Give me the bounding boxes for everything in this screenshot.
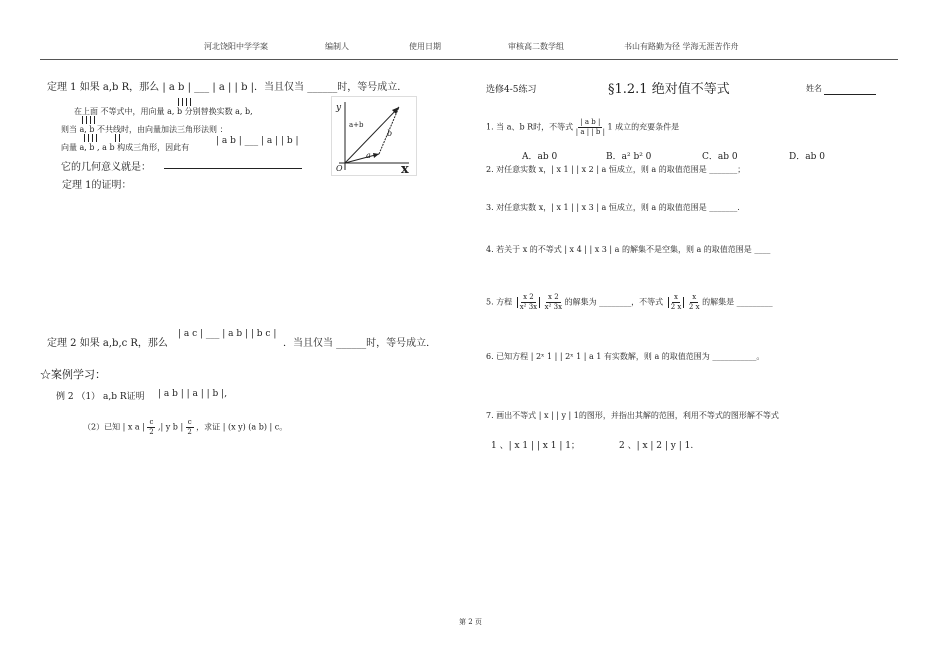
graph-y-label: y [336,103,342,113]
q5-fraction-1 [520,293,537,312]
abs-bar [668,297,669,308]
q1-stem: 1. 当 a、b R时，不等式 [486,122,574,132]
example-2-part-1: 例 2 （1） a,b R证明 [56,392,145,402]
example-2-part-1-expr: | a b | | a | | b |, [158,389,228,399]
header-school: 河北饶阳中学学案 [204,42,268,51]
course-label: 选修4-5练习 [486,85,537,95]
q1-option-a[interactable]: A．ab 0 [522,152,558,162]
vector-substitution-text: 在上面 不等式中，用向量 a, b 分别替换实数 a, b, [74,107,253,116]
frac-num: x 2 [548,293,559,301]
geometric-meaning: 它的几何意义就是： [61,162,151,173]
frac-num: x [692,293,697,301]
q1-option-d[interactable]: D．ab 0 [789,152,825,162]
student-name-field[interactable] [824,83,876,95]
frac-num: | a b | [580,118,601,126]
frac-num: x [674,293,678,301]
non-collinear-text: 则当 a, b 不共线时，由向量加法三角形法则 ： [61,125,228,134]
vector-mark [186,98,191,106]
theorem-1-proof: 定理 1的证明： [62,180,132,191]
q5-fraction-2 [545,293,562,312]
abs-bar [539,297,540,308]
frac-den: x² 3x [544,303,563,311]
frac-den: 2 [187,428,192,436]
question-3: 3. 对任意实数 x，| x 1 | | x 3 | a 恒成立，则 a 的取值范围是 _______. [486,203,740,212]
vector-inequality: | a b | ___ | a | | b | [216,136,299,146]
q5-mid: 的解集为 ________，不等式 [564,297,664,307]
q1-fraction [576,118,605,137]
frac-den: 2 [149,428,154,436]
frac-num: x 2 [523,293,534,301]
answer-blank[interactable] [164,156,302,169]
frac-den: x² 3x [519,303,538,311]
q5-fraction-3 [671,293,682,312]
frac-num: c [149,418,154,426]
vector-mark [92,134,97,142]
ex2b-pre: （2）已知 | x a | [83,422,145,432]
example-2-part-2 [83,418,287,437]
vector-triangle-graph [331,96,417,176]
theorem-2-condition: ．当且仅当 ______时，等号成立． [283,338,437,349]
vector-mark [90,116,95,124]
question-5 [486,293,773,312]
graph-a-label: a [366,151,371,160]
question-7: 7. 画出不等式 | x | | y | 1的图形，并指出其解的范围，利用不等式的图形解不等式 [486,411,779,420]
frac-num: c [187,418,192,426]
worksheet-title: §1.2.1 绝对值不等式 [608,82,730,97]
fraction-c-over-2 [147,418,155,437]
abs-bar [517,297,518,308]
frac-den: 2 x [670,303,682,311]
vector-mark [178,98,183,106]
ex2b-post: ，求证 | (x y) (a b) | c。 [196,422,288,432]
theorem-2-intro: 定理 2 如果 a,b,c R，那么 [47,338,168,349]
q1-option-b[interactable]: B．a² b² 0 [606,152,652,162]
header-editor: 编制人 [325,42,349,51]
theorem-1: 定理 1 如果 a,b R，那么 | a b | ___ | a | | b |．当且仅当 ______时，等号成立． [47,82,408,93]
case-study-title: ☆案例学习： [40,368,106,381]
q5-stem: 5. 方程 [486,297,513,307]
question-4: 4. 若关于 x 的不等式 | x 4 | | x 3 | a 的解集不是空集，则 a 的取值范围是 ____ [486,245,771,254]
fraction-c-over-2 [186,418,194,437]
q5-fraction-4 [689,293,700,312]
header-date: 使用日期 [409,42,441,51]
question-7-part-2: 2 、| x | 2 | y | 1. [619,441,694,451]
frac-den: | a | | b | [575,128,605,136]
question-6: 6. 已知方程 | 2ˣ 1 | | 2ˣ 1 | a 1 有实数解，则 a 的取值范围为 ___________。 [486,352,765,361]
graph-origin-label: O [336,164,343,173]
triangle-text: 向量 a, b , a b 构成三角形，因此有 [61,143,190,152]
page-number: 第 2 页 [459,618,482,626]
frac-den: 2 x [688,303,700,311]
q1-tail: 1 成立的充要条件是 [607,122,680,132]
header-rule [40,59,898,60]
theorem-2-expr: | a c | ___ | a b | | b c | [178,329,277,339]
student-name-label: 姓名 [806,84,822,93]
question-2: 2. 对任意实数 x，| x 1 | | x 2 | a 恒成立，则 a 的取值范围是 _______； [486,165,746,174]
question-7-part-1: 1 、| x 1 | | x 1 | 1； [491,441,580,451]
graph-sum-label: a+b [349,121,364,129]
abs-bar [683,297,684,308]
ex2b-mid: ,| y b | [157,422,184,432]
vector-mark [84,134,89,142]
graph-x-label: x [401,162,409,176]
q5-tail: 的解集是 _________ [702,297,773,307]
header-reviewer: 审核高二数学组 [508,42,564,51]
q1-option-c[interactable]: C．ab 0 [702,152,738,162]
header-motto: 书山有路勤为径 学海无涯苦作舟 [624,42,739,51]
vector-mark [115,134,120,142]
vector-mark [82,116,87,124]
graph-b-label: b [387,129,393,138]
question-1 [486,118,679,137]
